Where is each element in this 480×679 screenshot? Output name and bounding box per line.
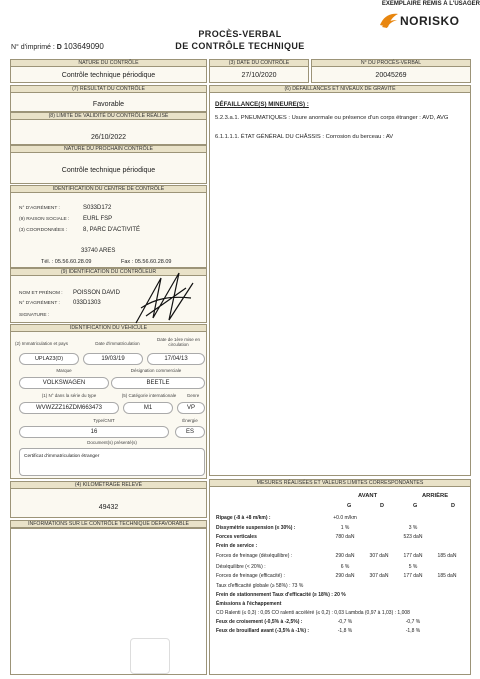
center-city: 33740 ARES xyxy=(81,248,116,254)
brand-label: Marque xyxy=(56,368,72,373)
defects-header: (6) DÉFAILLANCES ET NIVEAUX DE GRAVITÉ xyxy=(209,85,471,94)
mileage-value: 49432 xyxy=(10,488,207,518)
measure-value: 5 % xyxy=(408,564,418,570)
defects-title: DÉFAILLANCE(S) MINEURE(S) : xyxy=(215,101,309,108)
stamp-area xyxy=(130,638,170,674)
center-agreement-label: N° D'AGRÉMENT : xyxy=(19,206,60,211)
vin-field: WVWZZZ16ZDM663473 xyxy=(19,402,119,414)
measure-value: -0,7 % xyxy=(337,619,353,625)
signature-label: SIGNATURE : xyxy=(19,313,50,318)
title-line2: DE CONTRÔLE TECHNIQUE xyxy=(175,41,305,51)
docs-field xyxy=(19,448,205,476)
first-reg-label: Date d'immatriculation xyxy=(95,341,140,346)
category-label: (5) Catégorie internationale xyxy=(121,393,177,398)
docs-label: Document(s) présenté(s) xyxy=(87,440,137,445)
measure-value: 6 % xyxy=(340,564,350,570)
reg-label: (2) Immatriculation et pays xyxy=(15,341,69,346)
brand-field: VOLKSWAGEN xyxy=(19,377,109,389)
page-title xyxy=(150,28,330,52)
brand-name: NORISKO xyxy=(400,14,460,28)
first-reg-field: 19/03/19 xyxy=(83,353,143,365)
measures-box xyxy=(209,486,471,675)
reg-field: UPLA23(D) xyxy=(19,353,79,365)
measure-value: -0,7 % xyxy=(405,619,421,625)
center-name-label: (9) RAISON SOCIALE : xyxy=(19,217,70,222)
pv-number-header: N° DU PROCÈS-VERBAL xyxy=(311,59,471,68)
measure-label: Forces de freinage (déséquilibre) : xyxy=(216,553,293,559)
type-label: Type/CNIT xyxy=(93,418,115,423)
measure-label: Frein de stationnement Taux d'efficacité (≥ 18%) : 20 % xyxy=(216,592,346,598)
fax-label: Fax : xyxy=(121,259,134,265)
controller-agreement: 033D1303 xyxy=(73,300,101,306)
tel-label: Tél. : xyxy=(41,259,54,265)
model-field: BEETLE xyxy=(111,377,205,389)
center-address: 8, PARC D'ACTIVITÉ xyxy=(83,227,141,233)
measure-value: 290 daN xyxy=(335,553,355,559)
measure-value: 185 daN xyxy=(437,553,457,559)
measure-label: Feux de croisement (-0,5% à -2,5%) : xyxy=(216,619,303,625)
rear-g: G xyxy=(413,503,418,509)
measure-value: 307 daN xyxy=(369,573,389,579)
measure-label: Dissymétrie suspension (≤ 30%) : xyxy=(216,525,296,531)
validity-value: 26/10/2022 xyxy=(10,119,207,145)
measure-value: 185 daN xyxy=(437,573,457,579)
next-control-header: NATURE DU PROCHAIN CONTRÔLE xyxy=(10,145,207,154)
front-g: G xyxy=(347,503,352,509)
measure-value: 1 % xyxy=(340,525,350,531)
center-phone xyxy=(41,259,91,265)
rear-d: D xyxy=(451,503,455,509)
measure-label: Feux de brouillard avant (-3,5% à -1%) : xyxy=(216,628,310,634)
measure-label: Ripage (-8 à +8 m/km) : xyxy=(216,515,271,521)
controller-header: (9) IDENTIFICATION DU CONTRÔLEUR xyxy=(10,268,207,277)
measure-label: Déséquilibre (< 20%) : xyxy=(216,564,266,570)
first-circ-field: 17/04/13 xyxy=(147,353,205,365)
measures-header: MESURES RÉALISÉES ET VALEURS LIMITES CORRESPONDANTES xyxy=(209,479,471,488)
nature-header: NATURE DU CONTRÔLE xyxy=(10,59,207,68)
center-agreement: S033D172 xyxy=(83,205,112,211)
type-field: 16 xyxy=(19,426,169,438)
norisko-logo-icon xyxy=(378,11,400,29)
measure-value: -1,8 % xyxy=(405,628,421,634)
controller-agreement-label: N° D'AGRÉMENT : xyxy=(19,301,60,306)
measure-value: 177 daN xyxy=(403,573,423,579)
center-name: EURL FSP xyxy=(83,216,113,222)
brand-logo xyxy=(378,11,478,31)
tel-value: 05.56.60.28.09 xyxy=(54,259,92,265)
title-line1: PROCÈS-VERBAL xyxy=(198,29,282,39)
next-control-value: Contrôle technique périodique xyxy=(10,152,207,184)
rear-label: ARRIÈRE xyxy=(422,493,449,499)
fax-value: 05.56.60.28.09 xyxy=(134,259,172,265)
validity-header: (8) LIMITE DE VALIDITÉ DU CONTRÔLE RÉALISÉ xyxy=(10,112,207,121)
mileage-header: (4) KILOMÉTRAGE RELEVÉ xyxy=(10,481,207,490)
center-address-label: (3) COORDONNÉES : xyxy=(19,228,67,233)
defects-box xyxy=(209,92,471,476)
pv-number-value: 20045269 xyxy=(311,66,471,83)
signature-icon xyxy=(131,268,201,328)
measure-label: Émissions à l'échappement xyxy=(216,601,282,607)
print-number-prefix: D xyxy=(56,44,62,51)
measure-label: CO Ralenti (≤ 0,3) : 0,05 CO ralenti accéléré (≤ 0,2) : 0,03 Lambda (0,97 à 1,03) : 1,008 xyxy=(216,610,410,616)
measure-value: -1,8 % xyxy=(337,628,353,634)
center-box xyxy=(10,192,207,268)
vin-label: (1) N° dans la série du type xyxy=(41,393,97,398)
category-field: M1 xyxy=(123,402,173,414)
unfavorable-box xyxy=(10,527,207,675)
copy-label: EXEMPLAIRE REMIS À L'USAGER xyxy=(381,1,480,7)
print-number-label: N° d'imprimé : xyxy=(11,44,55,51)
genre-label: Genre xyxy=(186,393,200,398)
measure-label: Forces de freinage (efficacité) : xyxy=(216,573,285,579)
center-header: IDENTIFICATION DU CENTRE DE CONTRÔLE xyxy=(10,185,207,194)
controller-name-label: NOM ET PRÉNOM : xyxy=(19,291,63,296)
measure-label: Forces verticales xyxy=(216,534,257,540)
front-label: AVANT xyxy=(358,493,378,499)
measure-label: Frein de service : xyxy=(216,543,258,549)
vehicle-box xyxy=(10,331,207,479)
nature-value: Contrôle technique périodique xyxy=(10,66,207,83)
model-label: Désignation commerciale xyxy=(130,368,182,373)
date-value: 27/10/2020 xyxy=(209,66,309,83)
measure-value: 290 daN xyxy=(335,573,355,579)
center-fax xyxy=(121,259,171,265)
controller-name: POISSON DAVID xyxy=(73,290,120,296)
measure-value: 523 daN xyxy=(403,534,423,540)
measure-value: 780 daN xyxy=(335,534,355,540)
result-value: Favorable xyxy=(10,92,207,112)
measure-value: 307 daN xyxy=(369,553,389,559)
date-header: (3) DATE DU CONTRÔLE xyxy=(209,59,309,68)
print-number-value: 103649090 xyxy=(63,42,104,51)
print-number xyxy=(11,42,104,51)
defect-item-1: 5.2.3.a.1. PNEUMATIQUES : Usure anormale ou présence d'un corps étranger : AVD, AVG xyxy=(215,115,449,121)
front-d: D xyxy=(380,503,384,509)
first-circ-label: Date de 1ère mise en circulation xyxy=(156,337,201,347)
energy-label: Énergie xyxy=(182,418,198,423)
vehicle-header: IDENTIFICATION DU VÉHICULE xyxy=(10,324,207,333)
genre-field: VP xyxy=(177,402,205,414)
controller-box xyxy=(10,275,207,323)
measure-label: Taux d'efficacité globale (≥ 58%) : 73 % xyxy=(216,583,304,589)
measure-value: 177 daN xyxy=(403,553,423,559)
result-header: (7) RÉSULTAT DU CONTRÔLE xyxy=(10,85,207,94)
measure-value: +0.0 m/km xyxy=(333,515,357,521)
defect-item-2: 6.1.1.1.1. ÉTAT GÉNÉRAL DU CHÂSSIS : Corrosion du berceau : AV xyxy=(215,134,394,140)
measure-value: 3 % xyxy=(408,525,418,531)
docs-value: Certificat d'immatriculation étranger xyxy=(24,454,100,459)
energy-field: ES xyxy=(175,426,205,438)
unfavorable-header: INFORMATIONS SUR LE CONTRÔLE TECHNIQUE DÉFAVORABLE xyxy=(10,520,207,529)
